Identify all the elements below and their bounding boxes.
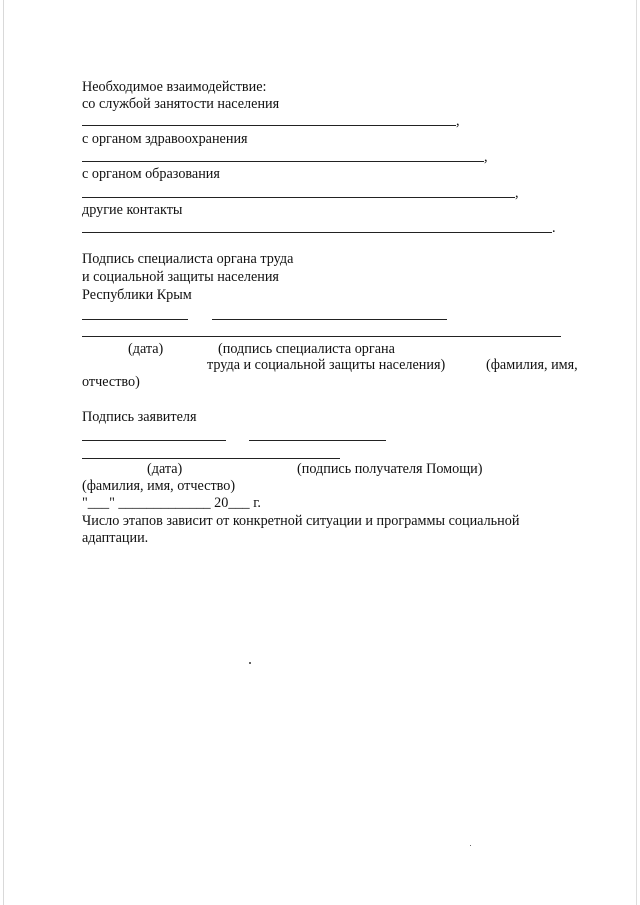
other-contacts-line bbox=[82, 232, 552, 233]
comma-mark: , bbox=[515, 185, 519, 201]
applicant-date-field: "___" _____________ 20___ г. bbox=[82, 495, 261, 511]
scan-speck bbox=[249, 662, 251, 664]
other-contacts-label: другие контакты bbox=[82, 202, 183, 218]
period-mark: . bbox=[552, 220, 556, 236]
health-authority-line bbox=[82, 161, 484, 162]
interaction-heading: Необходимое взаимодействие: bbox=[82, 79, 267, 95]
scan-edge-right bbox=[636, 0, 637, 905]
applicant-name-line bbox=[82, 458, 340, 459]
education-authority-label: с органом образования bbox=[82, 166, 220, 182]
scan-edge-left bbox=[3, 0, 4, 905]
applicant-heading: Подпись заявителя bbox=[82, 409, 197, 425]
applicant-signature-caption: (подпись получателя Помощи) bbox=[297, 461, 483, 477]
specialist-name-caption: (фамилия, имя, bbox=[486, 357, 578, 373]
education-authority-line bbox=[82, 197, 515, 198]
scan-speck bbox=[470, 845, 471, 846]
specialist-heading-line3: Республики Крым bbox=[82, 287, 192, 303]
applicant-signature-line bbox=[249, 440, 386, 441]
specialist-signature-caption-line1: (подпись специалиста органа bbox=[218, 341, 395, 357]
stages-note-line1: Число этапов зависит от конкретной ситуации и программы социальной bbox=[82, 513, 520, 529]
specialist-signature-line bbox=[212, 319, 447, 320]
specialist-date-line bbox=[82, 319, 188, 320]
applicant-date-line bbox=[82, 440, 226, 441]
specialist-name-line bbox=[82, 336, 561, 337]
specialist-name-caption-cont: отчество) bbox=[82, 374, 140, 390]
comma-mark: , bbox=[484, 149, 488, 165]
specialist-signature-caption-line2: труда и социальной защиты населения) bbox=[207, 357, 446, 373]
stages-note-line2: адаптации. bbox=[82, 530, 149, 546]
applicant-date-caption: (дата) bbox=[147, 461, 183, 477]
specialist-heading-line2: и социальной защиты населения bbox=[82, 269, 279, 285]
comma-mark: , bbox=[456, 113, 460, 129]
employment-service-line bbox=[82, 125, 456, 126]
health-authority-label: с органом здравоохранения bbox=[82, 131, 248, 147]
specialist-date-caption: (дата) bbox=[128, 341, 164, 357]
employment-service-label: со службой занятости населения bbox=[82, 96, 280, 112]
applicant-name-caption: (фамилия, имя, отчество) bbox=[82, 478, 236, 494]
specialist-heading-line1: Подпись специалиста органа труда bbox=[82, 251, 294, 267]
